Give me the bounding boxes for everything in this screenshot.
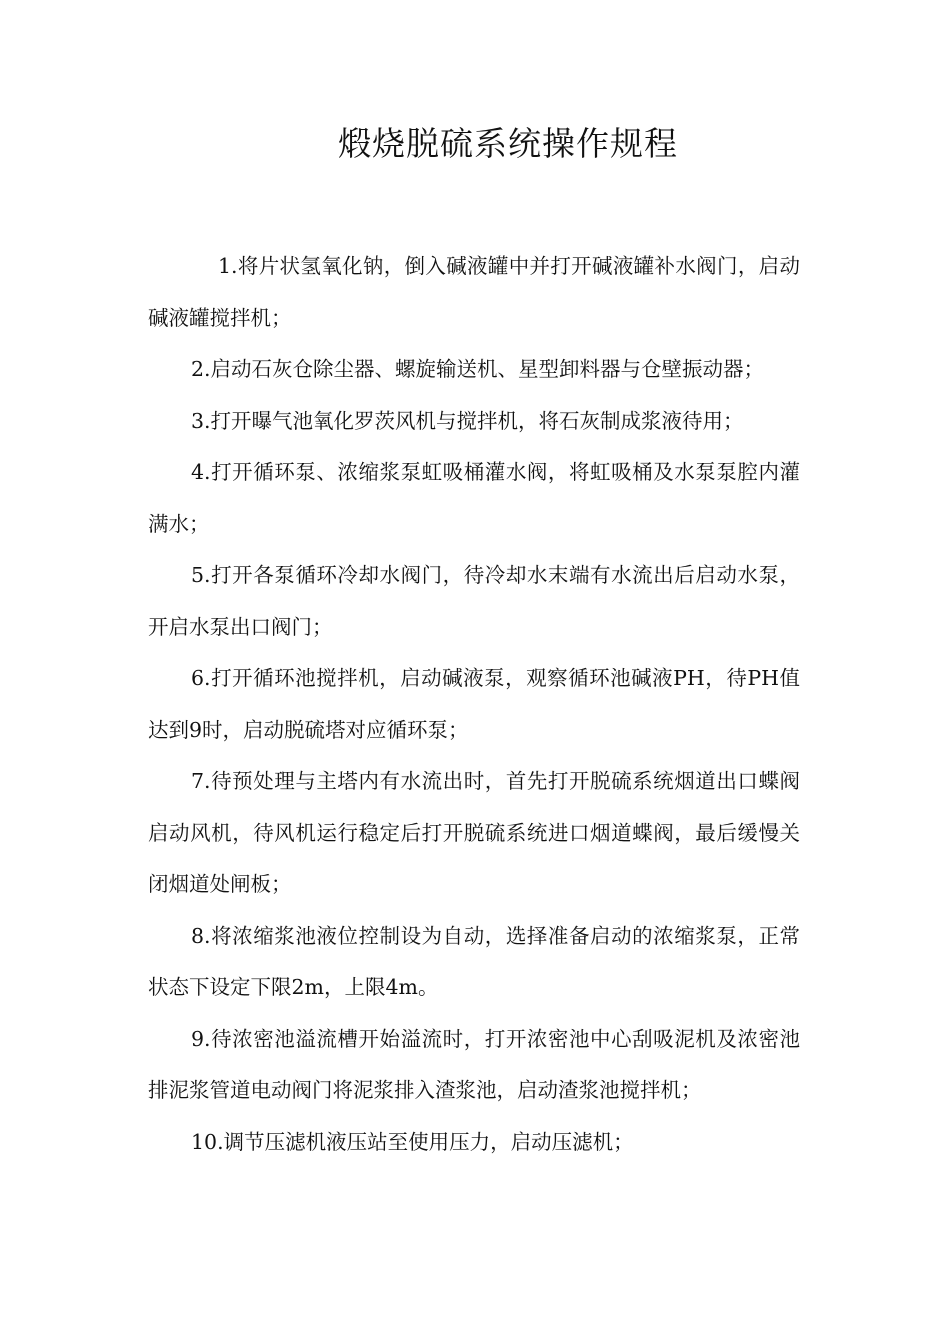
procedure-step-1: 1.将片状氢氧化钠，倒入碱液罐中并打开碱液罐补水阀门，启动碱液罐搅拌机； (148, 254, 800, 330)
procedure-step-5: 5.打开各泵循环冷却水阀门，待冷却水末端有水流出后启动水泵，开启水泵出口阀门； (148, 563, 800, 639)
procedure-step-3: 3.打开曝气池氧化罗茨风机与搅拌机，将石灰制成浆液待用； (191, 408, 744, 433)
procedure-step-6: 6.打开循环池搅拌机，启动碱液泵，观察循环池碱液PH，待PH值达到9时，启动脱硫塔对应循环泵； (148, 666, 800, 742)
procedure-step-7: 7.待预处理与主塔内有水流出时，首先打开脱硫系统烟道出口蝶阀启动风机，待风机运行稳定后打开脱硫系统进口烟道蝶阀，最后缓慢关闭烟道处闸板； (148, 769, 800, 896)
document-title: 煅烧脱硫系统操作规程 (338, 124, 678, 163)
procedure-step-8: 8.将浓缩浆池液位控制设为自动，选择准备启动的浓缩浆泵，正常状态下设定下限2m，上限4m。 (148, 923, 800, 999)
procedure-step-10: 10.调节压滤机液压站至使用压力，启动压滤机； (191, 1129, 634, 1154)
procedure-step-9: 9.待浓密池溢流槽开始溢流时，打开浓密池中心刮吸泥机及浓密池排泥浆管道电动阀门将泥浆排入渣浆池，启动渣浆池搅拌机； (148, 1026, 800, 1102)
procedure-step-2: 2.启动石灰仓除尘器、螺旋输送机、星型卸料器与仓壁振动器； (191, 357, 765, 381)
document-body (148, 241, 800, 1168)
procedure-step-4: 4.打开循环泵、浓缩浆泵虹吸桶灌水阀，将虹吸桶及水泵泵腔内灌满水； (148, 460, 800, 536)
